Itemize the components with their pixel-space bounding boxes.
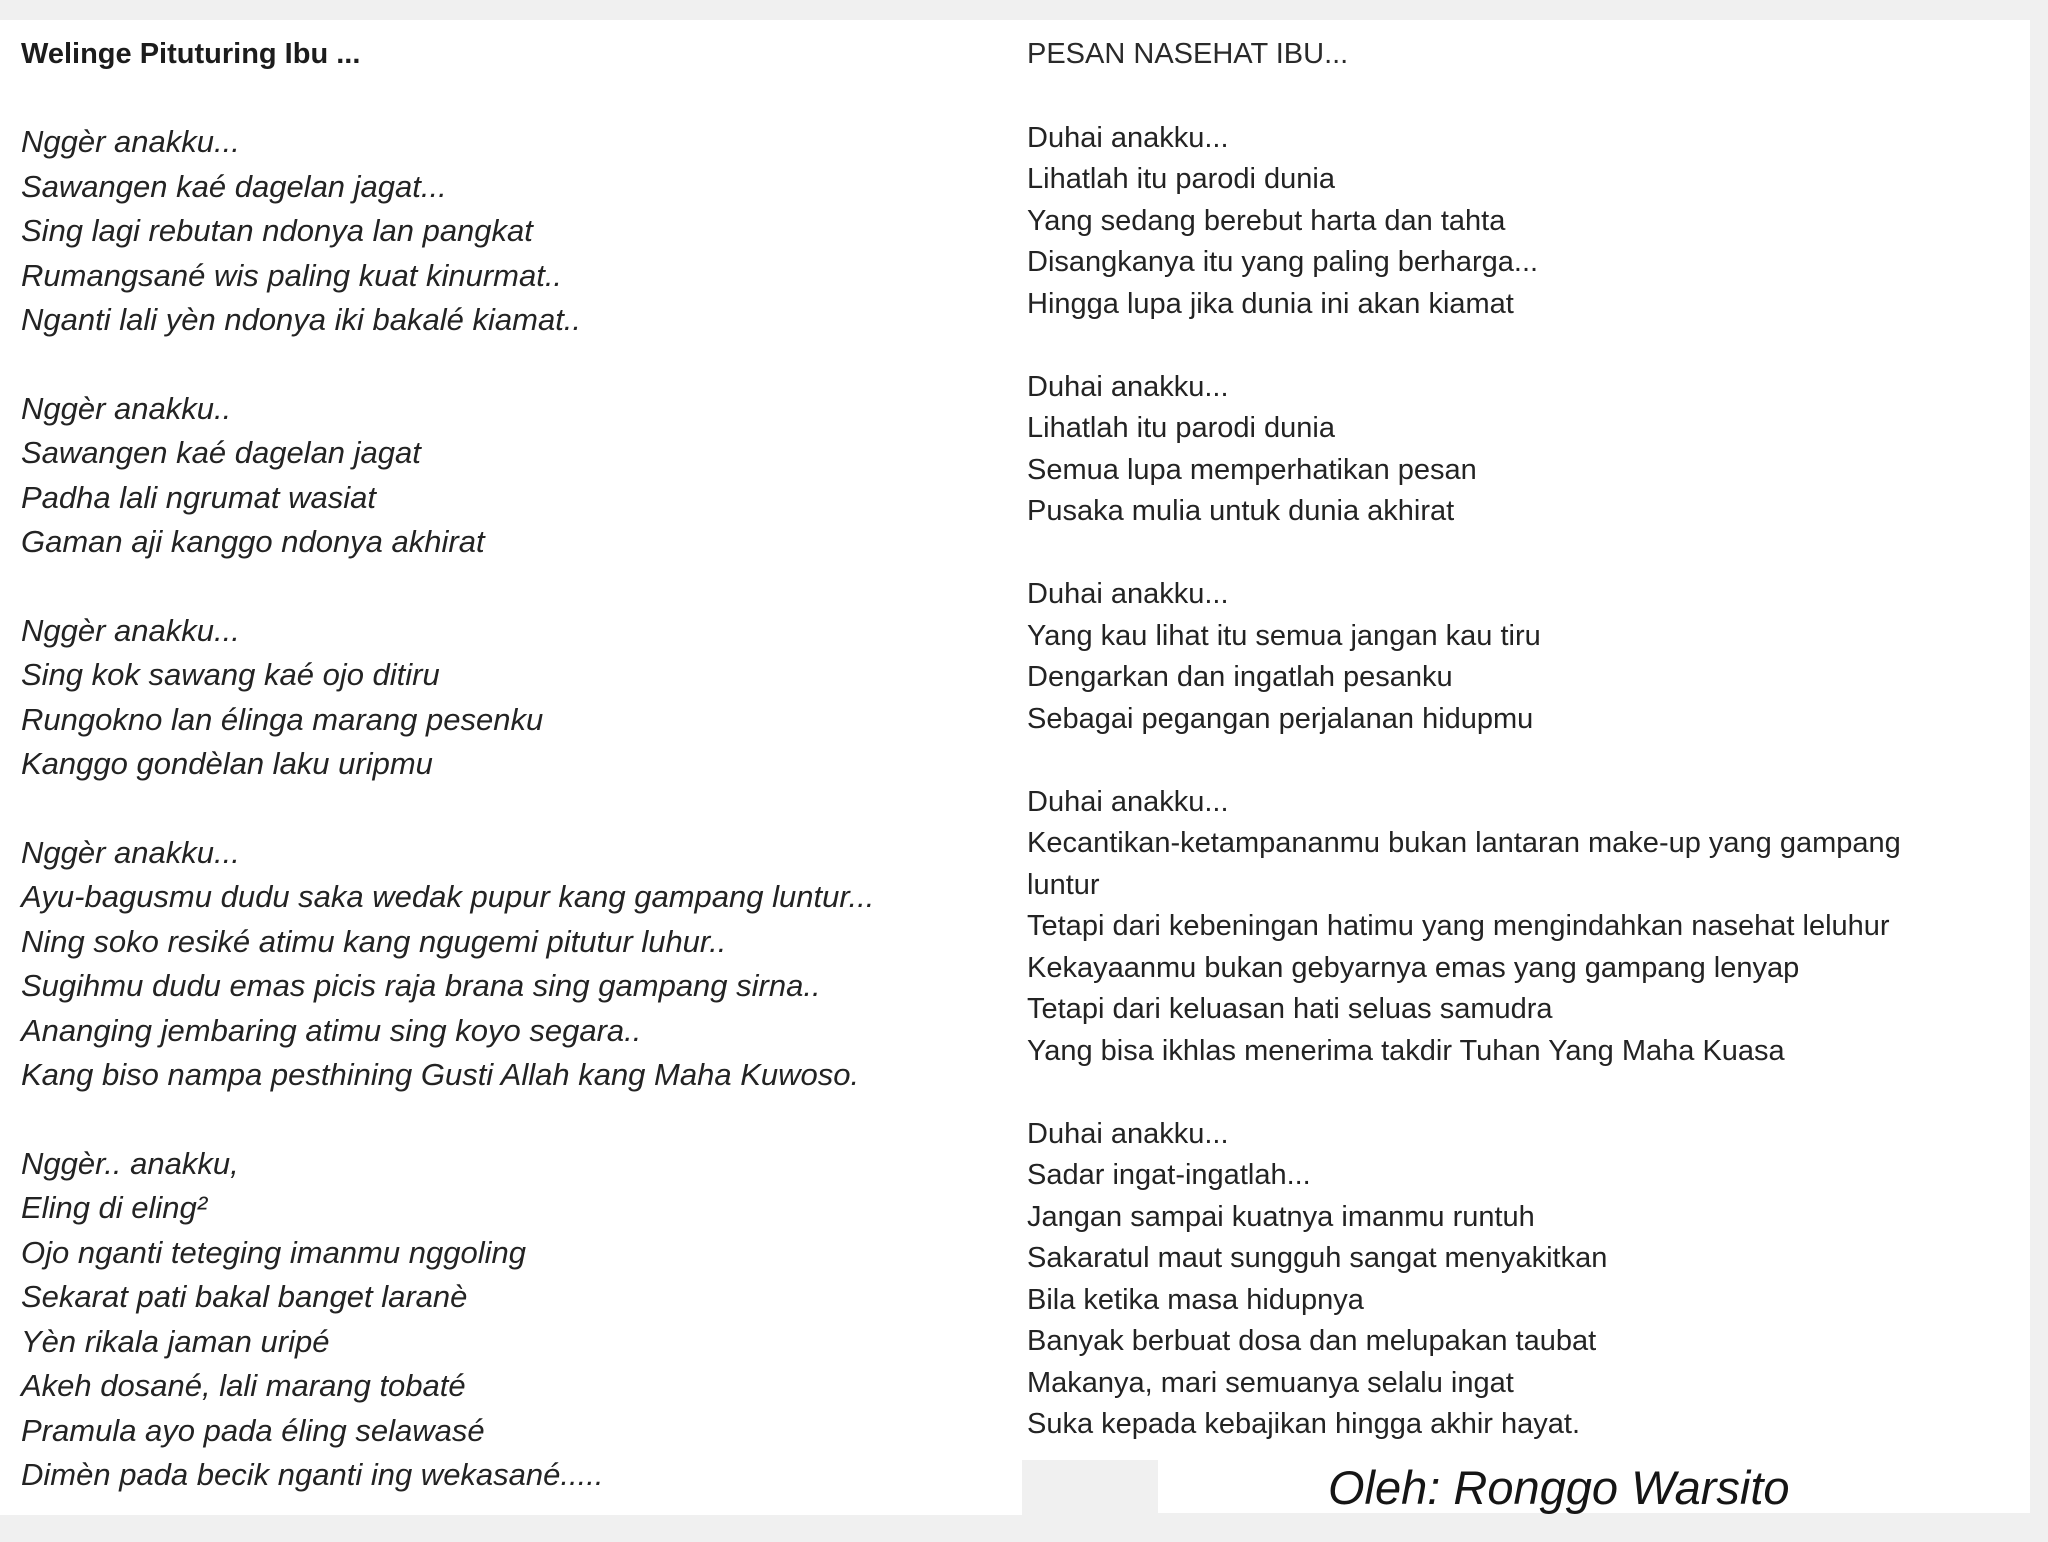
author-signature: Oleh: Ronggo Warsito xyxy=(1328,1461,1790,1514)
poem-line: Rungokno lan élinga marang pesenku xyxy=(21,701,544,737)
poem-line: Dimèn pada becik nganti ing wekasané..... xyxy=(21,1457,604,1492)
poem-line: Bila ketika masa hidupnya xyxy=(1027,1283,1364,1316)
verse-3 xyxy=(21,609,1006,787)
poem-line: Kecantikan-ketampananmu bukan lantaran make-up yang gampang xyxy=(1027,827,1901,859)
poem-line: Sakaratul maut sungguh sangat menyakitkan xyxy=(1027,1242,1608,1274)
verse-5 xyxy=(1027,1114,2027,1446)
verse-5 xyxy=(21,1142,1006,1498)
verse-1 xyxy=(1027,118,2027,326)
verse-4 xyxy=(1027,782,2027,1073)
poem-line: Sekarat pati bakal banget laranè xyxy=(21,1279,468,1314)
poem-line: Sawangen kaé dagelan jagat xyxy=(21,435,421,470)
poem-line: Ayu-bagusmu dudu saka wedak pupur kang gampang luntur... xyxy=(21,879,875,914)
poem-line: Padha lali ngrumat wasiat xyxy=(21,479,376,515)
poem-line: Jangan sampai kuatnya imanmu runtuh xyxy=(1027,1200,1535,1233)
poem-line: Makanya, mari semuanya selalu ingat xyxy=(1027,1366,1514,1399)
poem-line: Yang bisa ikhlas menerima takdir Tuhan Yang Maha Kuasa xyxy=(1027,1034,1785,1067)
poem-line: Kang biso nampa pesthining Gusti Allah kang Maha Kuwoso. xyxy=(21,1057,860,1092)
poem-line: Duhai anakku... xyxy=(1027,1117,1229,1150)
javanese-poem xyxy=(21,32,1006,1542)
verse-1 xyxy=(21,120,1006,343)
poem-line: Akeh dosané, lali marang tobaté xyxy=(21,1368,466,1403)
poem-line: Pusaka mulia untuk dunia akhirat xyxy=(1027,495,1455,527)
verse-3 xyxy=(1027,574,2027,740)
poem-line: Dengarkan dan ingatlah pesanku xyxy=(1027,661,1453,693)
poem-line: Tetapi dari kebeningan hatimu yang mengindahkan nasehat leluhur xyxy=(1027,910,1890,942)
javanese-poem-title: Welinge Pituturing Ibu ... xyxy=(21,38,361,70)
poem-line: Nggèr.. anakku, xyxy=(21,1145,239,1181)
poem-line: Sebagai pegangan perjalanan hidupmu xyxy=(1027,702,1534,735)
poem-line: Suka kepada kebajikan hingga akhir hayat. xyxy=(1027,1408,1580,1440)
poem-line: Nggèr anakku.. xyxy=(21,390,232,426)
indonesian-poem-title: PESAN NASEHAT IBU... xyxy=(1027,38,1349,70)
title-spacer xyxy=(1027,76,2027,118)
poem-line: Sawangen kaé dagelan jagat... xyxy=(21,168,447,204)
poem-line: Ananging jembaring atimu sing koyo segara.. xyxy=(21,1012,642,1048)
poem-line: Ojo nganti teteging imanmu nggoling xyxy=(21,1234,526,1270)
poem-line: Eling di eling² xyxy=(21,1190,208,1225)
poem-line: Gaman aji kanggo ndonya akhirat xyxy=(21,524,485,559)
poem-line: Kanggo gondèlan laku uripmu xyxy=(21,746,433,781)
poem-line: Nggèr anakku... xyxy=(21,834,240,870)
poem-line: Sadar ingat-ingatlah... xyxy=(1027,1159,1311,1191)
title-spacer xyxy=(21,76,1006,120)
poem-line: Yèn rikala jaman uripé xyxy=(21,1323,330,1359)
verse-2 xyxy=(21,387,1006,565)
poem-line: Sing lagi rebutan ndonya lan pangkat xyxy=(21,213,533,248)
poem-line: Nggèr anakku... xyxy=(21,612,240,648)
poem-line: Tetapi dari keluasan hati seluas samudra xyxy=(1027,993,1553,1025)
poem-line: luntur xyxy=(1027,868,1100,901)
poem-line: Sing kok sawang kaé ojo ditiru xyxy=(21,657,440,692)
poem-line: Ning soko resiké atimu kang ngugemi pitutur luhur.. xyxy=(21,923,727,959)
poem-line: Duhai anakku... xyxy=(1027,785,1229,818)
poem-line: Lihatlah itu parodi dunia xyxy=(1027,163,1335,195)
poem-line: Duhai anakku... xyxy=(1027,370,1229,403)
poem-line: Pramula ayo pada éling selawasé xyxy=(21,1412,485,1448)
poem-line: Duhai anakku... xyxy=(1027,578,1229,610)
poem-line: Kekayaanmu bukan gebyarnya emas yang gampang lenyap xyxy=(1027,951,1800,984)
poem-line: Semua lupa memperhatikan pesan xyxy=(1027,453,1477,486)
poem-line: Yang kau lihat itu semua jangan kau tiru xyxy=(1027,619,1541,652)
poem-line: Nganti lali yèn ndonya iki bakalé kiamat.. xyxy=(21,302,582,337)
poem-line: Duhai anakku... xyxy=(1027,121,1229,154)
poem-line: Sugihmu dudu emas picis raja brana sing gampang sirna.. xyxy=(21,968,821,1003)
poem-line: Nggèr anakku... xyxy=(21,124,240,159)
poem-line: Hingga lupa jika dunia ini akan kiamat xyxy=(1027,287,1514,320)
poem-line: Disangkanya itu yang paling berharga... xyxy=(1027,246,1539,278)
verse-2 xyxy=(1027,367,2027,533)
verse-4 xyxy=(21,831,1006,1098)
indonesian-poem xyxy=(1027,32,2027,1487)
poem-line: Banyak berbuat dosa dan melupakan taubat xyxy=(1027,1325,1597,1357)
poem-line: Lihatlah itu parodi dunia xyxy=(1027,412,1335,444)
poem-line: Yang sedang berebut harta dan tahta xyxy=(1027,204,1506,237)
poem-line: Rumangsané wis paling kuat kinurmat.. xyxy=(21,257,563,293)
